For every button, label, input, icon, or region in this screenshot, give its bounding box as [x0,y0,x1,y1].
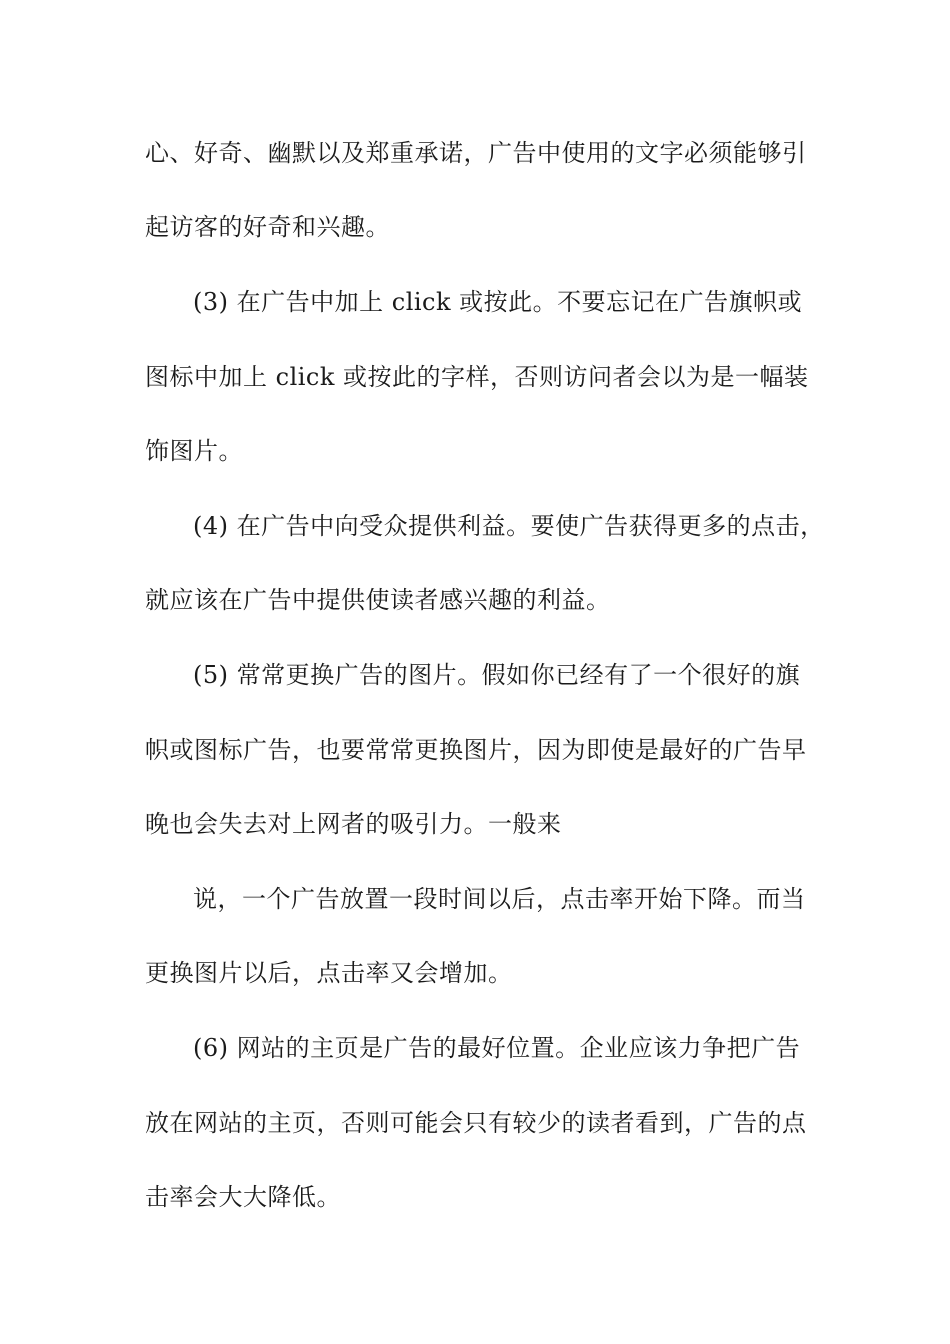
text-line: 更换图片以后，点击率又会增加。 [145,959,513,987]
text-line: 帜或图标广告，也要常常更换图片，因为即使是最好的广告早 [145,736,807,764]
paragraph-4-start: (4) 在广告中向受众提供利益。要使广告获得更多的点击， [193,512,825,540]
text-line: 就应该在广告中提供使读者感兴趣的利益。 [145,586,611,614]
text-line: 心、好奇、幽默以及郑重承诺，广告中使用的文字必须能够引 [145,139,807,167]
paragraph-6-start: (6) 网站的主页是广告的最好位置。企业应该力争把广告 [193,1034,801,1062]
paragraph-continuation: 说，一个广告放置一段时间以后，点击率开始下降。而当 [193,885,806,913]
text-line: 起访客的好奇和兴趣。 [145,213,390,241]
text-line: 图标中加上 click 或按此的字样，否则访问者会以为是一幅装 [145,363,809,391]
paragraph-5-start: (5) 常常更换广告的图片。假如你已经有了一个很好的旗 [193,661,801,689]
text-line: 击率会大大降低。 [145,1183,341,1211]
text-line: 晚也会失去对上网者的吸引力。一般来 [145,810,562,838]
text-line: 饰图片。 [145,437,243,465]
text-line: 放在网站的主页，否则可能会只有较少的读者看到，广告的点 [145,1109,807,1137]
paragraph-3-start: (3) 在广告中加上 click 或按此。不要忘记在广告旗帜或 [193,288,803,316]
